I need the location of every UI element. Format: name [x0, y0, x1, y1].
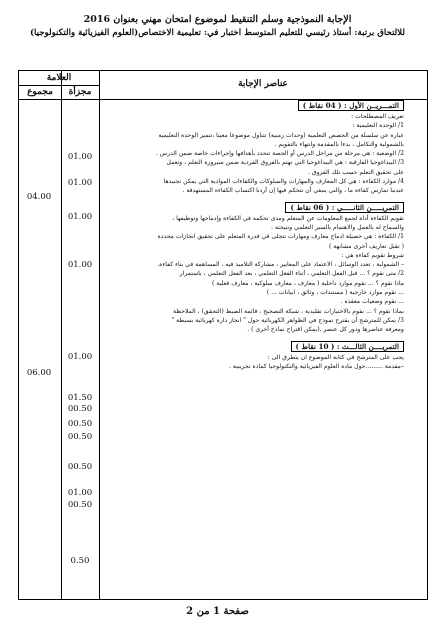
text-line: 4/ موارد الكفاءة : هي كل المعارف والمهارات والسلوكات والكفاءات الموادية التي يمكن تجنيدها [163, 178, 404, 186]
total-mark: 04.00 [26, 192, 52, 202]
text-line: ( تقبل تعاريف أخرى مشابهة ) [328, 242, 404, 250]
text-line: عندما تمارس كفاءة ما ، والتي ينبغي أن نتحكم فيها إن أردنا اكتساب الكفاءة المستهدفة . [182, 187, 404, 195]
partial-mark: 01.00 [67, 212, 93, 222]
text-line: ومعرفة عناصرها ودور كل عنصر .(يمكن اقتراح نماذج أخرى ) . [247, 326, 404, 334]
total-mark: 06.00 [26, 368, 52, 378]
text-line: 2/ متى نقوم ؟ ... قبل الفعل التعلمي ، أثناء الفعل التعلمي ، بعد الفعل التعلمي ، باستمرار [179, 270, 404, 278]
text-line: –مقدمة .........حول مادة العلوم الفيزيائية والتكنولوجيا كمادة تجريبية . [229, 362, 404, 370]
text-line: تعريف المصطلحات : [351, 113, 404, 120]
text-line: تقويم الكفاءة أداة لجمع المعلومات عن المتعلم ومدى تحكمه في الكفاءة وإدماجها وتوظيفها ، [172, 214, 404, 222]
column-divider [61, 71, 62, 599]
document-subtitle: للالتحاق برتبة: أستاذ رئيسي للتعليم المتوسط اختبار في: تعليمية الاختصاص(العلوم الفيزيائية والتكنولوجيا) [29, 28, 406, 38]
partial-mark: 01.00 [67, 260, 93, 270]
text-line: ... نقوم موارد خارجية ( مستندات ، وثائق ، ابيانات ... ) [266, 289, 404, 297]
text-line: والسماح له بالعمل والاهتمام بالسير التعلمي ونتيجته . [270, 223, 404, 231]
answer-content [102, 100, 404, 371]
text-line: 1/ الكفاءة : هي حصيلة ادماج معارف ومهارات تتجلى في قدرة المتعلم على تحقيق انجازات محددة [157, 233, 404, 241]
text-line: عبارة عن سلسلة من الحصص التعلمية (وحدات زمنية) تتناول موضوعا معينا ،تتميز الوحدة التعليمية [158, 131, 404, 139]
partial-mark: 01.50 [67, 393, 93, 403]
partial-mark: 00.50 [67, 419, 93, 429]
text-line: – الشمولية ، تعدد الوسائل ، الاعتماد على المعايير ، مشاركة التلاميذ فيه ، المساهمة في بناء كفاءة. [157, 261, 404, 269]
text-line: ... نقوم وضعيات معقدة . [340, 298, 404, 306]
partial-mark: 01.00 [67, 352, 93, 362]
partial-mark: 00.50 [67, 432, 93, 442]
partial-mark: 01.00 [67, 488, 93, 498]
partial-mark: 01.00 [67, 152, 93, 162]
text-line: 2/ الوضعية : هي مرحلة من مراحل الدرس أو الحصة تتحدد بأهدافها وإجراءات خاصة ضمن الدرس . [155, 150, 404, 158]
total-column-header: مجموع [27, 87, 53, 97]
column-divider [99, 71, 100, 599]
text-line: بماذا نقوم ؟ ... نقوم بالاختبارات تقليدية ، شبكة التصحيح ، قائمة الضبط (التحقق) ، الملاحظة [172, 307, 404, 315]
mark-column-header: العلامة [46, 73, 72, 83]
text-line: 1/ الوحدة التعليمية : [352, 122, 404, 130]
exercise-2-title: التمريـــــن الثانـــــي : ( 06 نقاط ) [102, 202, 404, 214]
mark-header-divider [19, 85, 99, 86]
text-line: شروط تقويم كفاءة هي : [341, 251, 404, 259]
text-line: على تحقيق التعلم حسب تلك الفروق . [307, 168, 404, 176]
text-line: بالشمولية والتكامل ، بدءا بالمقدمة وانتهاء بالتقويم . [274, 140, 404, 148]
partial-mark: 01.00 [67, 178, 93, 188]
text-line: 3/ البيداغوجيا الفارقية : هي البيداغوجيا التي تهتم بالفروق الفردية ضمن سيرورة التعلم ، وتعمل [166, 159, 404, 167]
partial-mark: 0.50 [70, 556, 90, 566]
text-line: يجب على المترشح في كتابة الموضوع ان يتطرق الى : [267, 353, 404, 361]
partial-mark: 00.50 [67, 500, 93, 510]
page-number: صفحة 1 من 2 [186, 606, 249, 617]
document-title: الإجابة النموذجية وسلم التنقيط لموضوع امتحان مهني بعنوان 2016 [83, 14, 352, 25]
exercise-1-title: التمـــريــن الأول : ( 04 نقاط ) [102, 100, 404, 112]
partial-column-header: مجزأة [68, 87, 92, 97]
text-line: ماذا نقوم ؟ ... نقوم موارد داخلية ( معارف ، معارف سلوكية ، معارف فعلية ) [212, 279, 404, 287]
text-line: 3/ يمكن للمترشح أن يقترح نموذج في الظواهر الكهربائية حول " انجاز دارة كهربائية بسيطة " [171, 316, 404, 324]
exercise-3-title: التمريــــن الثالـــث : ( 10 نقاط ) [102, 341, 404, 353]
partial-mark: 00.50 [67, 404, 93, 414]
answers-column-header: عناصر الإجابة [238, 79, 288, 89]
partial-mark: 00.50 [67, 462, 93, 472]
